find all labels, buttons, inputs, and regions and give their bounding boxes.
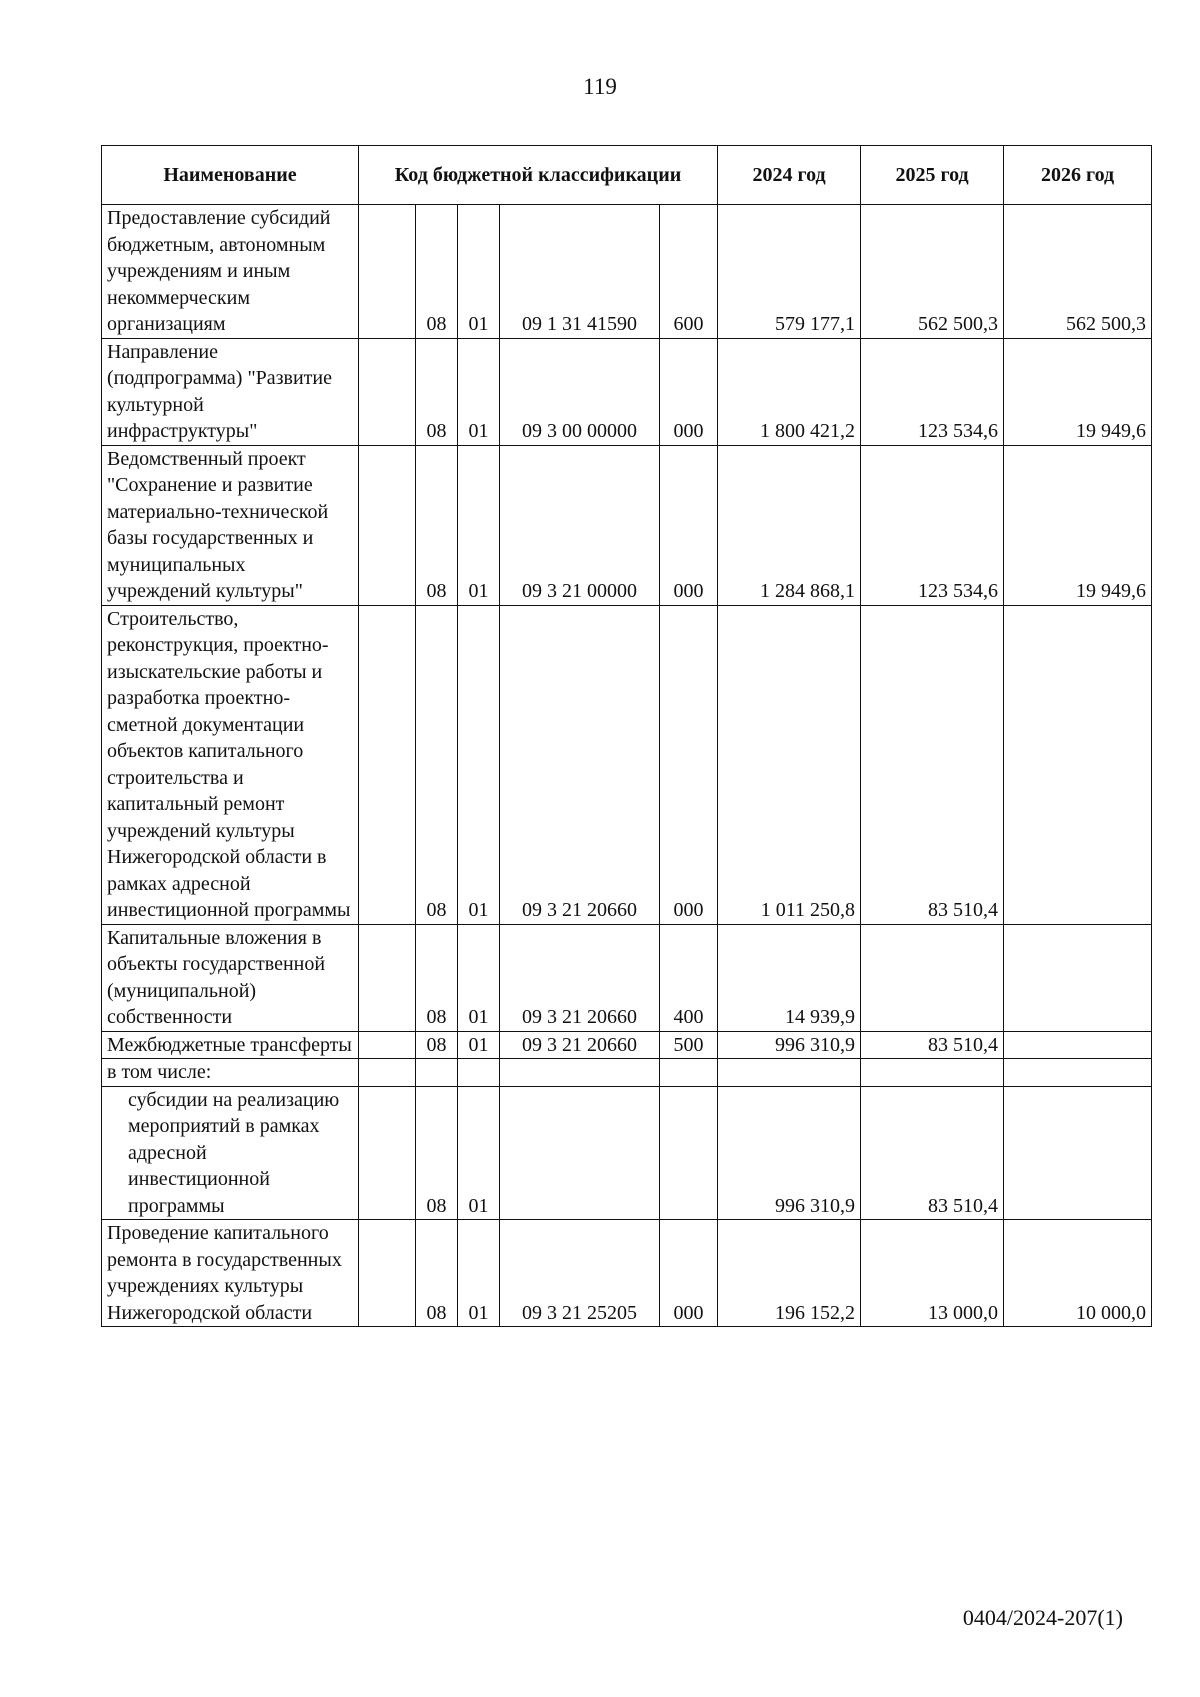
document-code: 0404/2024-207(1): [962, 1605, 1123, 1630]
code-section: 08: [416, 1031, 458, 1059]
empty-cell: [359, 445, 416, 605]
value-2026: 19 949,6: [1004, 338, 1152, 445]
table-row: [102, 1086, 1152, 1220]
table-row: [102, 445, 1152, 605]
table-row: [102, 605, 1152, 924]
row-name: Направление (подпрограмма) "Развитие культурной инфраструктуры": [102, 338, 359, 445]
table-row: [102, 1059, 1152, 1087]
row-name: Ведомственный проект "Сохранение и развитие материально-технической базы государственных и муниципальных учреждений культуры": [102, 445, 359, 605]
code-target-item: 09 3 21 00000: [500, 445, 660, 605]
code-target-item: 09 3 21 20660: [500, 605, 660, 924]
empty-cell: [359, 205, 416, 339]
code-expense-type: 000: [660, 605, 718, 924]
row-name: Проведение капитального ремонта в государственных учреждениях культуры Нижегородской области: [102, 1220, 359, 1327]
row-name: субсидии на реализацию мероприятий в рамках адресной инвестиционной программы: [102, 1086, 359, 1220]
table-row: [102, 338, 1152, 445]
value-2025: 83 510,4: [861, 605, 1004, 924]
code-subsection: 01: [458, 205, 500, 339]
value-2026: 10 000,0: [1004, 1220, 1152, 1327]
code-subsection: 01: [458, 605, 500, 924]
empty-cell: [359, 924, 416, 1031]
table-row: [102, 1031, 1152, 1059]
code-expense-type: [660, 1059, 718, 1087]
header-2026: 2026 год: [1004, 146, 1152, 205]
table-header-row: [102, 146, 1152, 205]
value-2025: [861, 1059, 1004, 1087]
value-2026: [1004, 924, 1152, 1031]
code-target-item: [500, 1086, 660, 1220]
row-name: в том числе:: [102, 1059, 359, 1087]
code-section: 08: [416, 205, 458, 339]
code-subsection: [458, 1059, 500, 1087]
code-subsection: 01: [458, 445, 500, 605]
code-section: 08: [416, 605, 458, 924]
code-expense-type: 000: [660, 338, 718, 445]
header-2025: 2025 год: [861, 146, 1004, 205]
value-2025: 562 500,3: [861, 205, 1004, 339]
row-name: Межбюджетные трансферты: [102, 1031, 359, 1059]
value-2026: 19 949,6: [1004, 445, 1152, 605]
code-subsection: 01: [458, 1086, 500, 1220]
code-target-item: 09 3 21 20660: [500, 1031, 660, 1059]
value-2024: [718, 1059, 861, 1087]
header-code: Код бюджетной классификации: [359, 146, 718, 205]
header-2024: 2024 год: [718, 146, 861, 205]
empty-cell: [359, 1086, 416, 1220]
page-number: 119: [583, 74, 617, 99]
value-2026: [1004, 1086, 1152, 1220]
code-subsection: 01: [458, 1220, 500, 1327]
value-2025: 123 534,6: [861, 445, 1004, 605]
table-row: [102, 205, 1152, 339]
empty-cell: [359, 605, 416, 924]
code-target-item: 09 3 21 25205: [500, 1220, 660, 1327]
code-expense-type: 600: [660, 205, 718, 339]
code-target-item: 09 3 21 20660: [500, 924, 660, 1031]
value-2025: 83 510,4: [861, 1086, 1004, 1220]
code-subsection: 01: [458, 924, 500, 1031]
empty-cell: [359, 338, 416, 445]
empty-cell: [359, 1220, 416, 1327]
row-name: Предоставление субсидий бюджетным, автономным учреждениям и иным некоммерческим организациям: [102, 205, 359, 339]
code-expense-type: 000: [660, 1220, 718, 1327]
value-2024: 1 011 250,8: [718, 605, 861, 924]
value-2026: [1004, 1059, 1152, 1087]
value-2025: 123 534,6: [861, 338, 1004, 445]
value-2024: 1 284 868,1: [718, 445, 861, 605]
empty-cell: [359, 1031, 416, 1059]
value-2024: 996 310,9: [718, 1031, 861, 1059]
value-2026: [1004, 1031, 1152, 1059]
code-section: 08: [416, 924, 458, 1031]
code-target-item: 09 1 31 41590: [500, 205, 660, 339]
value-2024: 196 152,2: [718, 1220, 861, 1327]
value-2025: 83 510,4: [861, 1031, 1004, 1059]
value-2024: 14 939,9: [718, 924, 861, 1031]
code-expense-type: 000: [660, 445, 718, 605]
table-row: [102, 924, 1152, 1031]
code-section: [416, 1059, 458, 1087]
value-2024: 1 800 421,2: [718, 338, 861, 445]
budget-table: [101, 145, 1152, 1327]
table-row: [102, 1220, 1152, 1327]
code-section: 08: [416, 1220, 458, 1327]
code-section: 08: [416, 338, 458, 445]
value-2025: 13 000,0: [861, 1220, 1004, 1327]
value-2026: [1004, 605, 1152, 924]
code-expense-type: 500: [660, 1031, 718, 1059]
value-2025: [861, 924, 1004, 1031]
value-2026: 562 500,3: [1004, 205, 1152, 339]
code-subsection: 01: [458, 1031, 500, 1059]
code-subsection: 01: [458, 338, 500, 445]
value-2024: 996 310,9: [718, 1086, 861, 1220]
value-2024: 579 177,1: [718, 205, 861, 339]
row-name: Капитальные вложения в объекты государственной (муниципальной) собственности: [102, 924, 359, 1031]
code-target-item: [500, 1059, 660, 1087]
row-name: Строительство, реконструкция, проектно-изыскательские работы и разработка проектно-сметной документации объектов капитального строительства и капитальный ремонт учреждений культуры Нижегородской области в рамках адресной инвестиционной программы: [102, 605, 359, 924]
header-name: Наименование: [102, 146, 359, 205]
code-target-item: 09 3 00 00000: [500, 338, 660, 445]
code-expense-type: 400: [660, 924, 718, 1031]
code-section: 08: [416, 445, 458, 605]
code-expense-type: [660, 1086, 718, 1220]
code-section: 08: [416, 1086, 458, 1220]
empty-cell: [359, 1059, 416, 1087]
